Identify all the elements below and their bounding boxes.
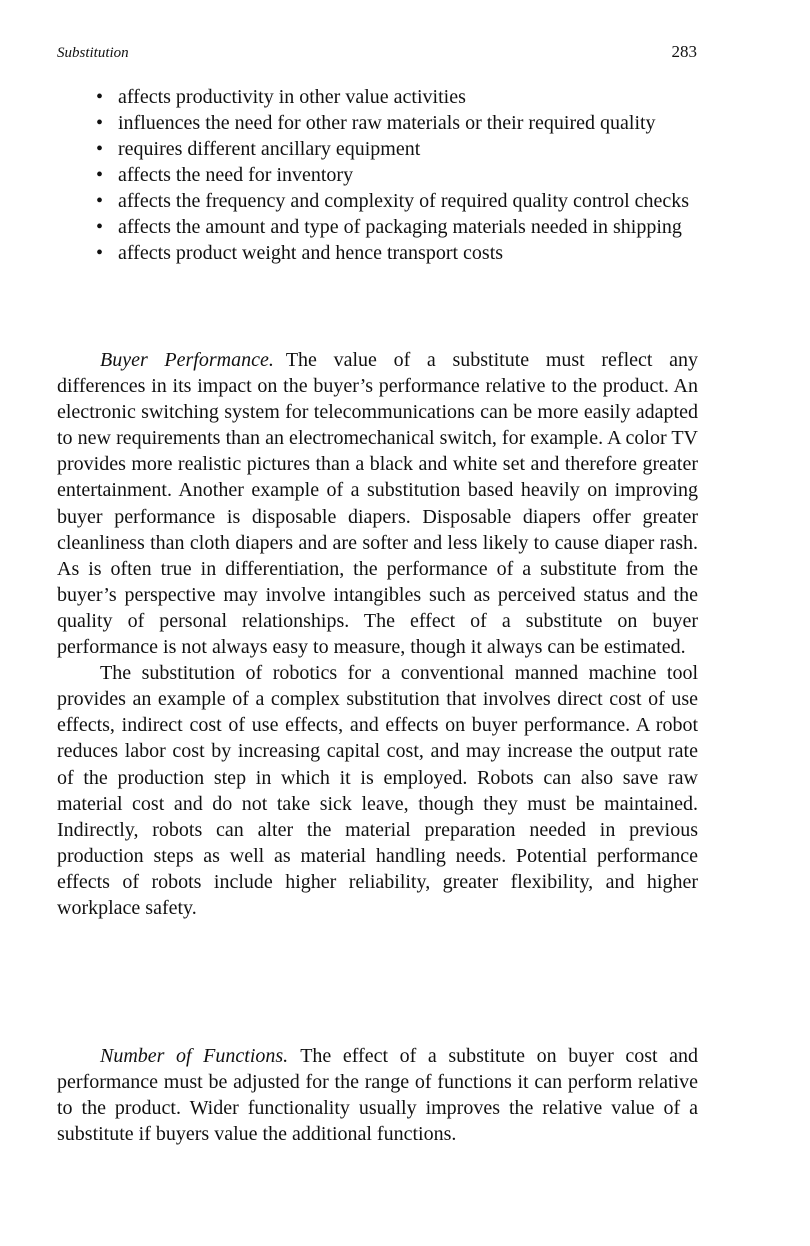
bullet-item: • affects the need for inventory	[96, 162, 698, 188]
paragraph-text: The effect of a substitute on buyer cost and performance must be adjusted for the range of functions it can perform relative to the product. Wider functionality usually improves the relative value of a substitute if buyers value the additional functions.	[57, 1045, 699, 1146]
section-title: Buyer Performance.	[100, 349, 274, 371]
bullet-item: • affects the frequency and complexity of required quality control checks	[96, 188, 698, 214]
section-buyer-performance	[57, 347, 698, 921]
bullet-item: • affects productivity in other value activities	[96, 84, 698, 110]
bullet-item: • affects the amount and type of packaging materials needed in shipping	[96, 214, 698, 240]
page-number: 283	[671, 42, 697, 61]
running-head: Substitution	[57, 45, 129, 61]
bullet-item: • affects product weight and hence transport costs	[96, 240, 698, 266]
page-header	[57, 42, 697, 62]
bullet-list	[96, 84, 698, 266]
bullet-item: • influences the need for other raw materials or their required quality	[96, 110, 698, 136]
section-title: Number of Functions.	[100, 1045, 289, 1067]
paragraph-text: The value of a substitute must reflect any differences in its impact on the buyer’s performance relative to the product. An electronic switching system for telecommunications can be more easily adapted to new requirements than an electromechanical switch, for example. A color TV provides more realistic pictures than a black and white set and therefore greater entertainment. Another example of a substitution based heavily on improving buyer performance is disposable diapers. Disposable diapers offer greater cleanliness than cloth diapers and are softer and less likely to cause diaper rash. As is often true in differentiation, the performance of a substitute from the buyer’s perspective may involve intangibles such as perceived status and the quality of personal relationships. The effect of a substitute on buyer performance is not always easy to measure, though it always can be estimated.	[57, 349, 698, 659]
paragraph	[57, 347, 698, 660]
bullet-item: • requires different ancillary equipment	[96, 136, 698, 162]
paragraph	[57, 1043, 698, 1147]
paragraph: The substitution of robotics for a conventional manned machine tool provides an example of a complex substitution that involves direct cost of use effects, indirect cost of use effects, and effects on buyer performance. A robot reduces labor cost by increasing capital cost, and may increase the output rate of the production step in which it is employed. Robots can also save raw material cost and do not take sick leave, though they must be maintained. Indirectly, robots can alter the material preparation needed in previous production steps as well as material handling needs. Potential performance effects of robots include higher reliability, greater flexibility, and higher workplace safety.	[57, 662, 698, 919]
section-number-of-functions	[57, 1043, 698, 1147]
